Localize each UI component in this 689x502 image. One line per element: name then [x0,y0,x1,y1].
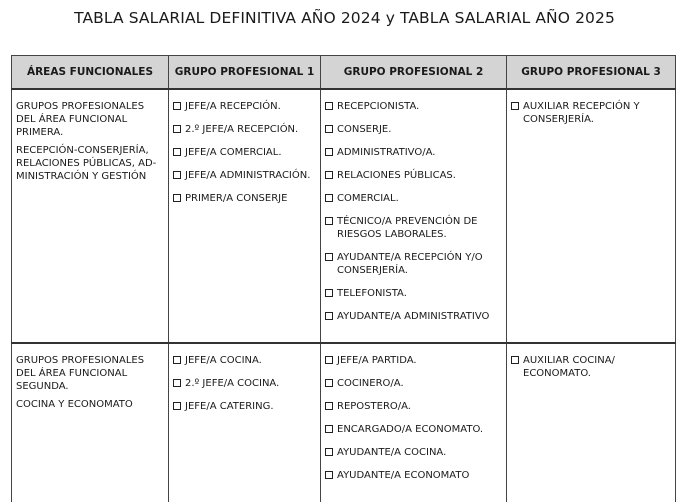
role-label: REPOSTERO/A. [337,401,411,412]
list-item [325,192,502,205]
list-item [325,423,502,436]
checkbox-square-icon [325,171,333,179]
role-label: AYUDANTE/A RECEPCIÓN Y/O CONSERJERÍA. [337,252,483,276]
role-list [321,344,506,482]
role-label: TELEFONISTA. [337,288,407,299]
group-1-cell [169,89,321,343]
header-areas-funcionales: ÁREAS FUNCIONALES [12,56,169,90]
role-list [169,344,320,413]
checkbox-square-icon [325,194,333,202]
role-label: TÉCNICO/A PREVENCIÓN DE RIESGOS LABORALES. [337,216,478,240]
checkbox-square-icon [173,125,181,133]
role-label: AUXILIAR COCINA/ ECONOMATO. [523,355,615,379]
role-list [321,90,506,323]
table-header-row [12,56,676,90]
list-item [325,310,502,323]
role-label: COMERCIAL. [337,193,399,204]
checkbox-square-icon [325,356,333,364]
list-item [173,400,316,413]
role-label: 2.º JEFE/A RECEPCIÓN. [185,124,299,135]
list-item [325,215,502,241]
checkbox-square-icon [173,402,181,410]
role-label: 2.º JEFE/A COCINA. [185,378,280,389]
list-item [325,169,502,182]
checkbox-square-icon [173,148,181,156]
table-row [12,343,676,502]
role-list [169,90,320,205]
list-item [325,377,502,390]
salary-table [11,55,676,502]
checkbox-square-icon [173,379,181,387]
list-item [173,192,316,205]
role-label: ADMINISTRATIVO/A. [337,147,436,158]
list-item [325,400,502,413]
header-grupo-profesional-3: GRUPO PROFESIONAL 3 [507,56,676,90]
checkbox-square-icon [511,356,519,364]
document-title: TABLA SALARIAL DEFINITIVA AÑO 2024 y TABLA SALARIAL AÑO 2025 [74,9,615,27]
role-label: AUXILIAR RECEPCIÓN Y CONSERJERÍA. [523,101,640,125]
checkbox-square-icon [325,402,333,410]
checkbox-square-icon [325,253,333,261]
group-2-cell [321,343,507,502]
role-label: AYUDANTE/A ADMINISTRATIVO [337,311,490,322]
list-item [173,100,316,113]
list-item [173,354,316,367]
list-item [325,123,502,136]
role-label: JEFE/A COMERCIAL. [185,147,282,158]
role-label: RELACIONES PÚBLICAS. [337,170,456,181]
checkbox-square-icon [325,289,333,297]
checkbox-square-icon [173,356,181,364]
area-cell [12,343,169,502]
role-label: JEFE/A ADMINISTRACIÓN. [185,170,311,181]
role-label: JEFE/A PARTIDA. [337,355,417,366]
checkbox-square-icon [173,102,181,110]
list-item [325,251,502,277]
role-label: RECEPCIONISTA. [337,101,420,112]
area-description: RECEPCIÓN-CONSERJERÍA, RELACIONES PÚBLICAS, AD-MINISTRACIÓN Y GESTIÓN [16,145,157,182]
list-item [173,123,316,136]
list-item [325,354,502,367]
list-item [511,100,671,126]
role-label: AYUDANTE/A ECONOMATO [337,470,470,481]
area-cell [12,89,169,343]
checkbox-square-icon [325,425,333,433]
checkbox-square-icon [325,102,333,110]
role-label: AYUDANTE/A COCINA. [337,447,447,458]
role-label: JEFE/A RECEPCIÓN. [185,101,281,112]
list-item [325,287,502,300]
area-group-title: GRUPOS PROFESIONALES DEL ÁREA FUNCIONAL SEGUNDA. [16,355,145,392]
list-item [173,169,316,182]
list-item [325,146,502,159]
checkbox-square-icon [325,125,333,133]
list-item [173,377,316,390]
checkbox-square-icon [173,171,181,179]
list-item [325,100,502,113]
header-grupo-profesional-2: GRUPO PROFESIONAL 2 [321,56,507,90]
list-item [173,146,316,159]
area-description: COCINA Y ECONOMATO [16,399,133,410]
role-label: COCINERO/A. [337,378,404,389]
checkbox-square-icon [511,102,519,110]
role-list [507,344,675,380]
checkbox-square-icon [325,312,333,320]
checkbox-square-icon [325,471,333,479]
role-label: JEFE/A COCINA. [185,355,262,366]
group-3-cell [507,89,676,343]
role-label: JEFE/A CATERING. [185,401,274,412]
checkbox-square-icon [325,379,333,387]
checkbox-square-icon [325,148,333,156]
role-label: ENCARGADO/A ECONOMATO. [337,424,484,435]
role-label: CONSERJE. [337,124,392,135]
group-3-cell [507,343,676,502]
list-item [325,446,502,459]
group-1-cell [169,343,321,502]
list-item [511,354,671,380]
role-label: PRIMER/A CONSERJE [185,193,288,204]
list-item [325,469,502,482]
checkbox-square-icon [325,448,333,456]
checkbox-square-icon [173,194,181,202]
role-list [507,90,675,126]
header-grupo-profesional-1: GRUPO PROFESIONAL 1 [169,56,321,90]
group-2-cell [321,89,507,343]
area-group-title: GRUPOS PROFESIONALES DEL ÁREA FUNCIONAL PRIMERA. [16,101,145,138]
table-row [12,89,676,343]
checkbox-square-icon [325,217,333,225]
